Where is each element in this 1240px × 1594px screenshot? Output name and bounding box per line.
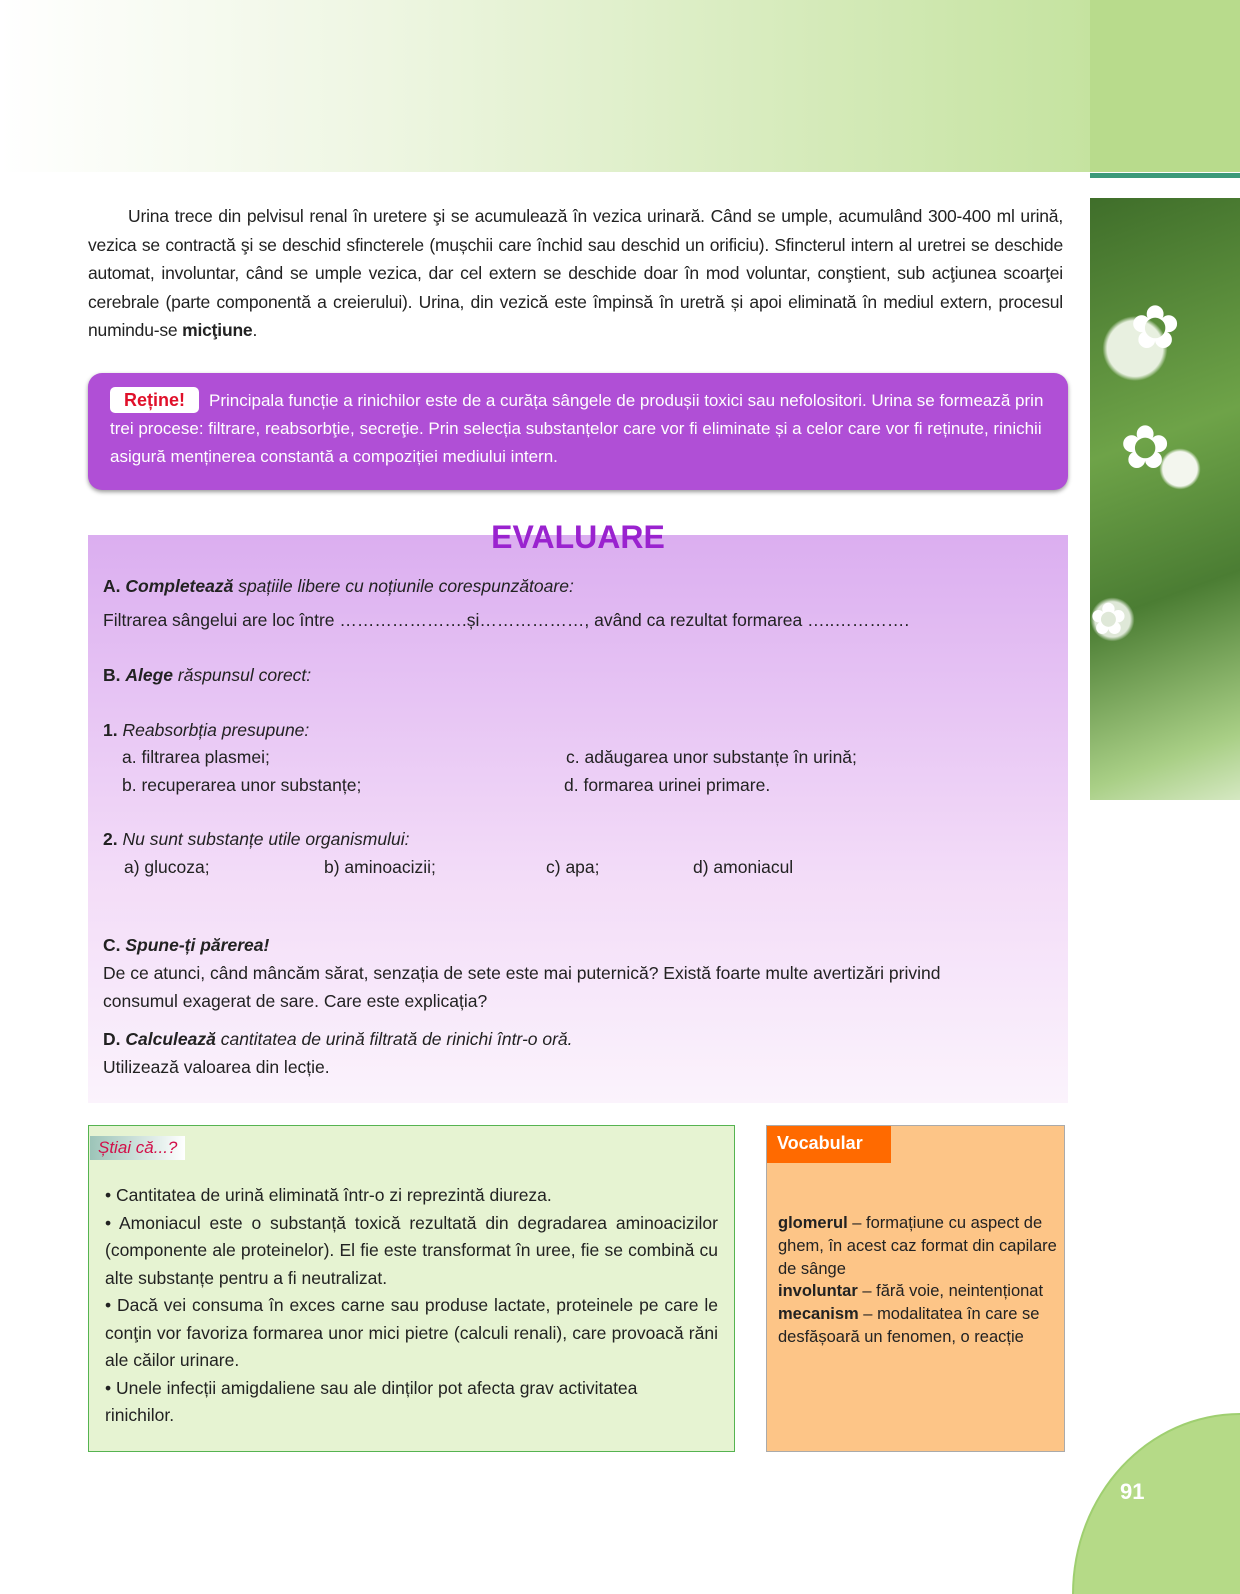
verb: Calculează xyxy=(125,1029,216,1049)
jasmine-flower-photo xyxy=(1090,198,1240,800)
vocab-entry xyxy=(778,1303,1058,1349)
section-b-heading xyxy=(103,661,311,689)
option-1d: d. formarea urinei primare. xyxy=(564,775,771,795)
q-num: 2. xyxy=(103,829,118,849)
instruction: răspunsul corect: xyxy=(173,665,312,685)
section-a-text: Filtrarea sângelui are loc între ………………….și………………, având ca rezultat formarea …..…………. xyxy=(103,610,910,630)
instruction: spațiile libere cu noțiunile corespunzătoare: xyxy=(233,576,574,596)
page-number-badge xyxy=(1072,1413,1240,1594)
section-d-heading xyxy=(103,1025,573,1053)
header-band xyxy=(0,0,1090,172)
q-text: Reabsorbția presupune: xyxy=(122,720,310,740)
evaluare-title: EVALUARE xyxy=(491,519,665,555)
letter: C. xyxy=(103,935,121,955)
verb: Spune-ți părerea! xyxy=(125,935,270,955)
page-number: 91 xyxy=(1120,1479,1145,1504)
stiai-tag: Știai că...? xyxy=(90,1136,185,1160)
definition: – modalitatea în care se desfășoară un fenomen, o reacție xyxy=(778,1305,1040,1346)
option-2d: d) amoniacul xyxy=(693,857,794,877)
paragraph-text: Urina trece din pelvisul renal în uretere şi se acumulează în vezica urinară. Când se umple, acumulând 300-400 ml urină, vezica se contractă şi se deschid sfincterele (mușchii care închid sau deschid un orificiu). Sfincterul intern al uretrei se deschide automat, involuntar, când se umple vezica, dar cel extern se deschide doar în mod voluntar, conştient, sub acţiunea scoarţei cerebrale (parte componentă a creierului). Urina, din vezică este împinsă în uretră și apoi eliminată în mediul extern, procesul numindu-se xyxy=(88,206,1063,340)
list-item: • Cantitatea de urină eliminată într-o zi reprezintă diureza. xyxy=(105,1185,552,1205)
divider xyxy=(1090,173,1240,178)
vocabular-list xyxy=(778,1212,1058,1349)
section-a-heading xyxy=(103,572,574,600)
term: glomerul xyxy=(778,1214,848,1232)
vocab-entry xyxy=(778,1280,1058,1303)
definition: – fără voie, neintenționat xyxy=(857,1282,1044,1301)
vocab-entry xyxy=(778,1212,1058,1280)
section-d-text: Utilizează valoarea din lecție. xyxy=(103,1057,330,1077)
vocabular-tag: Vocabular xyxy=(767,1126,891,1163)
question-2 xyxy=(103,825,409,853)
retine-text: Principala funcție a rinichilor este de a curăța sângele de produșii toxici sau nefolositori. Urina se formează prin trei procese: filtrare, reabsorbţie, secreţie. Prin selecția substanțelor care vor fi eliminate și a celor care vor fi reținute, rinichii asigură menținerea constantă a compoziției mediului intern. xyxy=(110,391,1044,466)
retine-box xyxy=(88,373,1068,490)
list-item: • Dacă vei consuma în exces carne sau produse lactate, proteinele pe care le conţin vor favoriza formarea unor mici pietre (calculi renali), care provoacă răni ale căilor urinare. xyxy=(105,1295,718,1370)
flower-icon: ✿ xyxy=(1120,414,1171,481)
section-c-text: De ce atunci, când mâncăm sărat, senzația de sete este mai puternică? Există foarte multe avertizări privind consumul exagerat de sare. Care este explicația? xyxy=(103,963,941,1011)
option-2b: b) aminoacizii; xyxy=(324,857,436,877)
definition: – formațiune cu aspect de ghem, în acest caz format din capilare de sânge xyxy=(778,1214,1057,1278)
option-1c: c. adăugarea unor substanțe în urină; xyxy=(566,747,857,767)
option-2a: a) glucoza; xyxy=(124,857,210,877)
bold-term: micţiune xyxy=(182,320,253,340)
letter: D. xyxy=(103,1029,121,1049)
term: involuntar xyxy=(778,1282,858,1301)
list-item: • Amoniacul este o substanță toxică rezultată din degradarea aminoacizilor (componente ale proteinelor). El fie este transformat în uree, fie se combină cu alte substanțe pentru a fi neutralizat. xyxy=(105,1212,718,1288)
instruction: cantitatea de urină filtrată de rinichi într-o oră. xyxy=(215,1029,573,1049)
option-1b: b. recuperarea unor substanțe; xyxy=(122,775,362,795)
option-1a: a. filtrarea plasmei; xyxy=(122,747,270,767)
question-1 xyxy=(103,716,309,744)
q-num: 1. xyxy=(103,720,118,740)
vocabular-box xyxy=(766,1125,1065,1452)
letter: A. xyxy=(103,576,121,596)
stiai-ca-box xyxy=(88,1125,735,1452)
q-text: Nu sunt substanțe utile organismului: xyxy=(122,829,410,849)
option-2c: c) apa; xyxy=(546,857,600,877)
section-c-heading xyxy=(103,931,269,959)
flower-icon: ✿ xyxy=(1130,294,1181,361)
retine-tag: Reține! xyxy=(110,387,199,413)
verb: Alege xyxy=(125,665,174,685)
paragraph-end: . xyxy=(252,320,258,340)
verb: Completează xyxy=(125,576,234,596)
header-band-right xyxy=(1090,0,1240,172)
term: mecanism xyxy=(778,1305,859,1324)
list-item: • Unele infecții amigdaliene sau ale dinților pot afecta grav activitatea rinichilor. xyxy=(105,1377,638,1425)
letter: B. xyxy=(103,665,121,685)
body-paragraph xyxy=(88,202,1063,345)
flower-icon: ✿ xyxy=(1090,595,1127,644)
stiai-list xyxy=(105,1182,718,1430)
